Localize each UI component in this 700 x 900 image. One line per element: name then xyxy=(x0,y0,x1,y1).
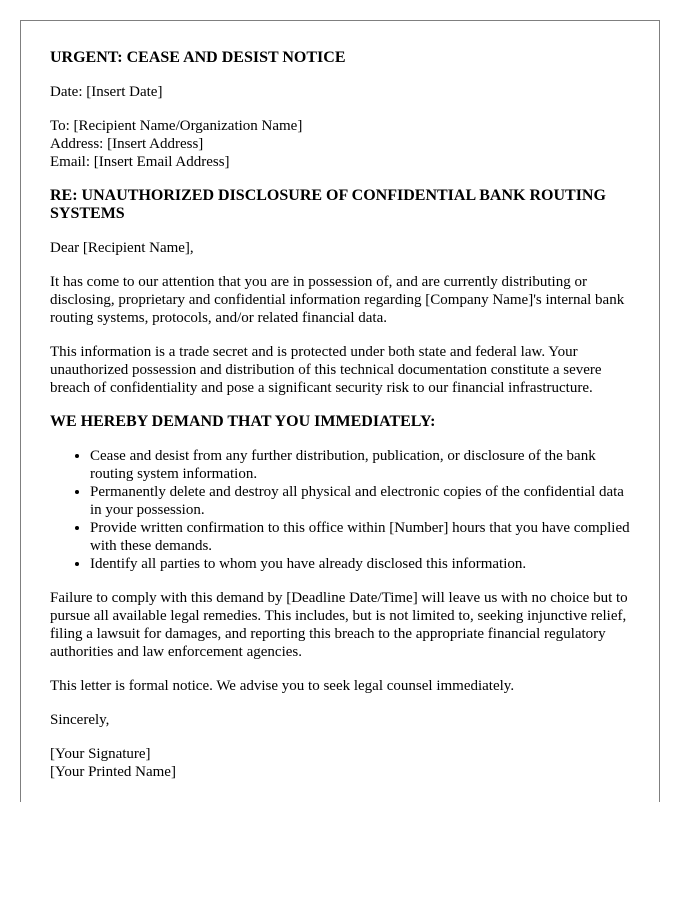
notice-title: URGENT: CEASE AND DESIST NOTICE xyxy=(50,49,346,66)
printed-name: [Your Printed Name] xyxy=(50,764,176,780)
signature-block xyxy=(50,745,632,781)
recipient-block xyxy=(50,117,632,171)
demands-heading: WE HEREBY DEMAND THAT YOU IMMEDIATELY: xyxy=(50,413,436,430)
document-page xyxy=(20,20,660,802)
paragraph-1: It has come to our attention that you are in possession of, and are currently distributing or disclosing, proprietary and confidential information regarding [Company Name]'s internal bank routing systems, protocols, and/or related financial data. xyxy=(50,274,625,326)
subject-line: RE: UNAUTHORIZED DISCLOSURE OF CONFIDENTIAL BANK ROUTING SYSTEMS xyxy=(50,187,606,222)
list-item: • Provide written confirmation to this office within [Number] hours that you have complied with these demands. xyxy=(90,519,632,555)
letter-body xyxy=(50,49,632,781)
list-item: • Identify all parties to whom you have already disclosed this information. xyxy=(90,555,632,573)
paragraph-2: This information is a trade secret and is protected under both state and federal law. Your unauthorized possession and distribution of this technical documentation constitute a severe breach of confidentiality and pose a significant security risk to our financial infrastructure. xyxy=(50,344,602,396)
list-item: • Cease and desist from any further distribution, publication, or disclosure of the bank routing system information. xyxy=(90,447,632,483)
recipient-address: Address: [Insert Address] xyxy=(50,136,204,152)
demands-list xyxy=(50,447,632,573)
signature-line: [Your Signature] xyxy=(50,746,151,762)
recipient-to: To: [Recipient Name/Organization Name] xyxy=(50,118,303,134)
list-item: • Permanently delete and destroy all physical and electronic copies of the confidential data in your possession. xyxy=(90,483,632,519)
salutation: Dear [Recipient Name], xyxy=(50,240,194,256)
date-line: Date: [Insert Date] xyxy=(50,84,163,100)
closing: Sincerely, xyxy=(50,712,110,728)
paragraph-4: This letter is formal notice. We advise you to seek legal counsel immediately. xyxy=(50,678,515,694)
paragraph-3: Failure to comply with this demand by [Deadline Date/Time] will leave us with no choice but to pursue all available legal remedies. This includes, but is not limited to, seeking injunctive relief, filing a lawsuit for damages, and reporting this breach to the appropriate financial regulatory authorities and law enforcement agencies. xyxy=(50,590,628,660)
recipient-email: Email: [Insert Email Address] xyxy=(50,154,230,170)
